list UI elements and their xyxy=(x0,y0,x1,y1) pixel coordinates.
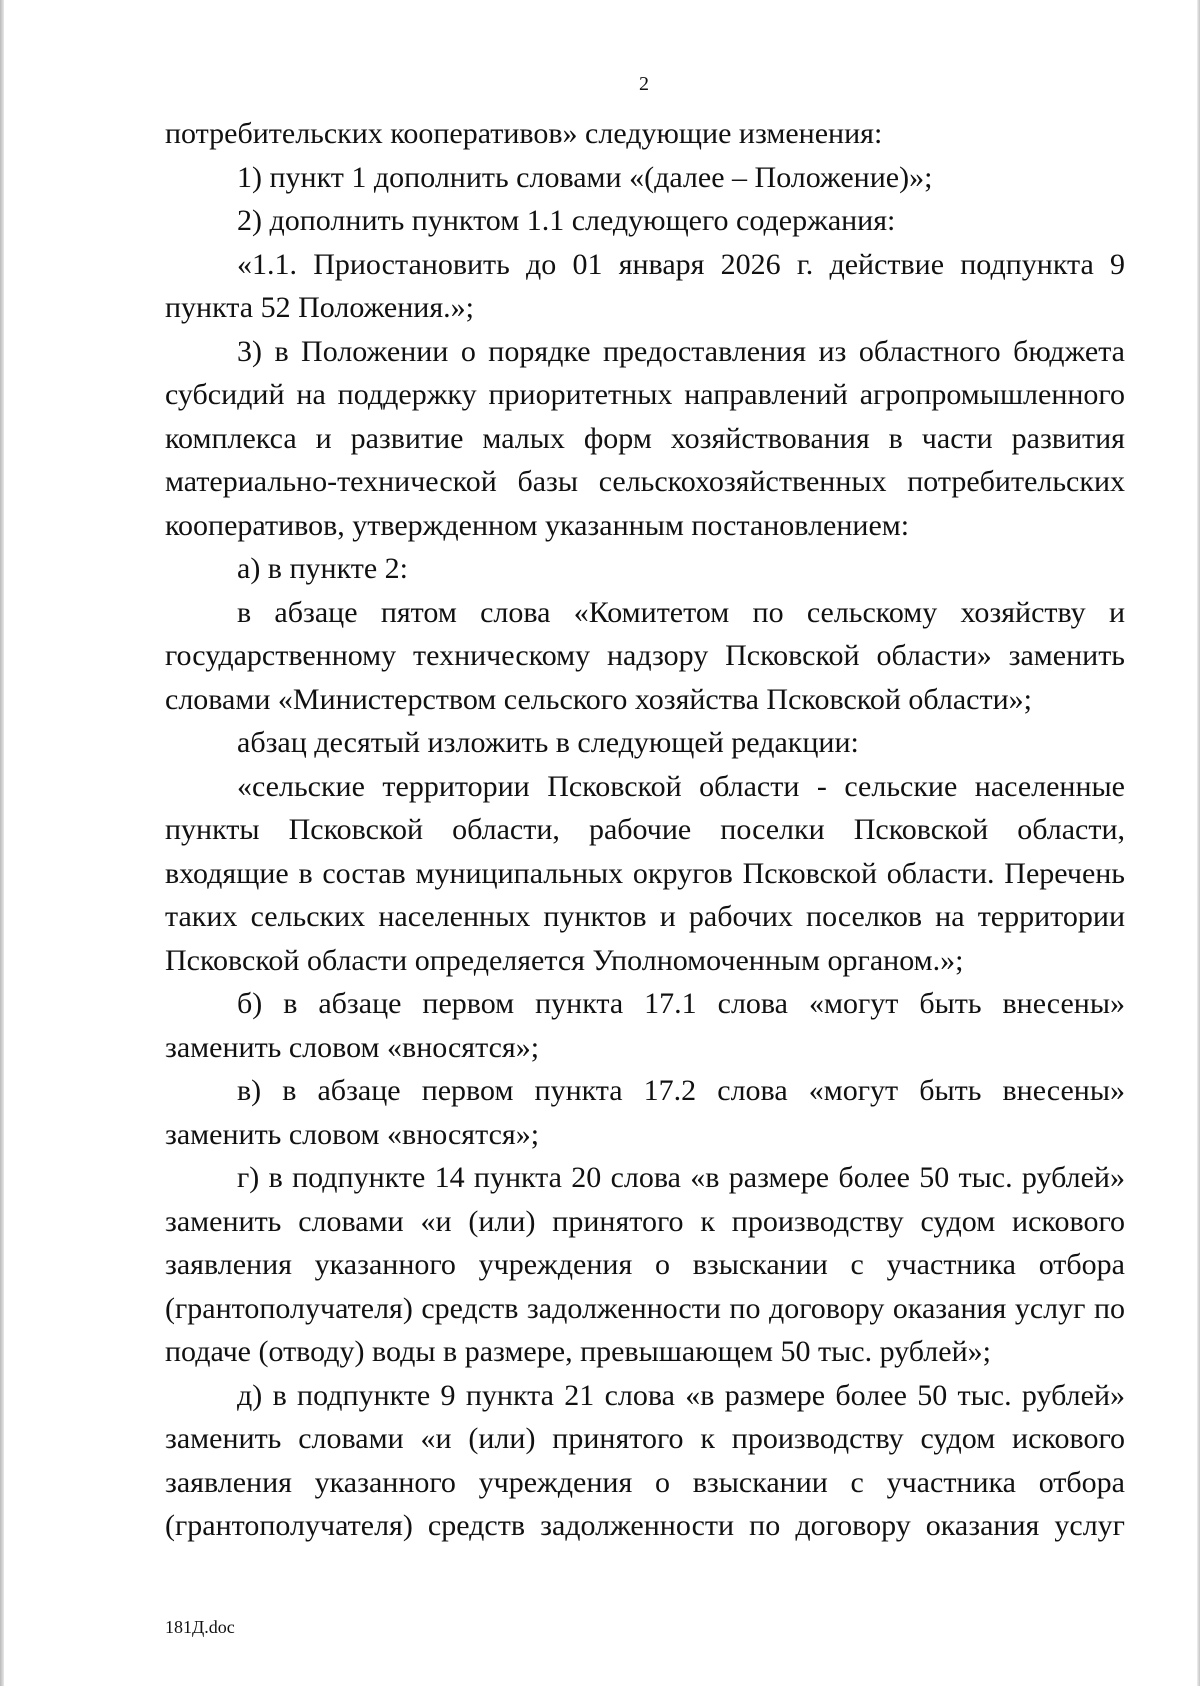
page-number: 2 xyxy=(639,73,649,95)
paragraph-quote-1-1: «1.1. Приостановить до 01 января 2026 г. действие подпункта 9 пункта 52 Положения.»; xyxy=(165,247,1125,324)
paragraph-rural-territories: «сельские территории Псковской области - сельские населенные пункты Псковской области, рабочие поселки Псковской области, входящие в состав муниципальных округов Псковской области. Перечень таких сельских населенных пунктов и рабочих поселков на территории Псковской области определяется Уполномоченным органом.»; xyxy=(165,769,1125,977)
document-filename: 181Д.doc xyxy=(165,1617,235,1637)
paragraph-sub-g: г) в подпункте 14 пункта 20 слова «в размере более 50 тыс. рублей» заменить словами «и (или) принятого к производству судом искового заявления указанного учреждения о взыскании с участника отбора (грантополучателя) средств задолженности по договору оказания услуг по подаче (отводу) воды в размере, превышающем 50 тыс. рублей»; xyxy=(165,1161,1125,1368)
paragraph-item-1: 1) пункт 1 дополнить словами «(далее – Положение)»; xyxy=(237,160,933,194)
paragraph-continuation: потребительских кооперативов» следующие изменения: xyxy=(165,117,883,150)
paragraph-abzac-5: в абзаце пятом слова «Комитетом по сельскому хозяйству и государственному техническому надзору Псковской области» заменить словами «Министерством сельского хозяйства Псковской области»; xyxy=(165,595,1125,716)
document-body xyxy=(165,112,1125,1548)
paragraph-sub-v: в) в абзаце первом пункта 17.2 слова «могут быть внесены» заменить словом «вносятся»; xyxy=(165,1074,1125,1151)
paragraph-sub-d: д) в подпункте 9 пункта 21 слова «в размере более 50 тыс. рублей» заменить словами «и (или) принятого к производству судом искового заявления указанного учреждения о взыскании с участника отбора (грантополучателя) средств задолженности по договору оказания услуг xyxy=(165,1378,1125,1542)
paragraph-item-2: 2) дополнить пунктом 1.1 следующего содержания: xyxy=(237,204,896,237)
paragraph-item-3: 3) в Положении о порядке предоставления из областного бюджета субсидий на поддержку приоритетных направлений агропромышленного комплекса и развитие малых форм хозяйствования в части развития материально-технической базы сельскохозяйственных потребительских кооперативов, утвержденном указанным постановлением: xyxy=(165,334,1125,542)
paragraph-sub-b: б) в абзаце первом пункта 17.1 слова «могут быть внесены» заменить словом «вносятся»; xyxy=(165,987,1125,1064)
paragraph-abzac-10: абзац десятый изложить в следующей редакции: xyxy=(237,726,859,759)
paragraph-sub-a: а) в пункте 2: xyxy=(237,552,409,585)
scan-edge-left xyxy=(0,0,4,1686)
